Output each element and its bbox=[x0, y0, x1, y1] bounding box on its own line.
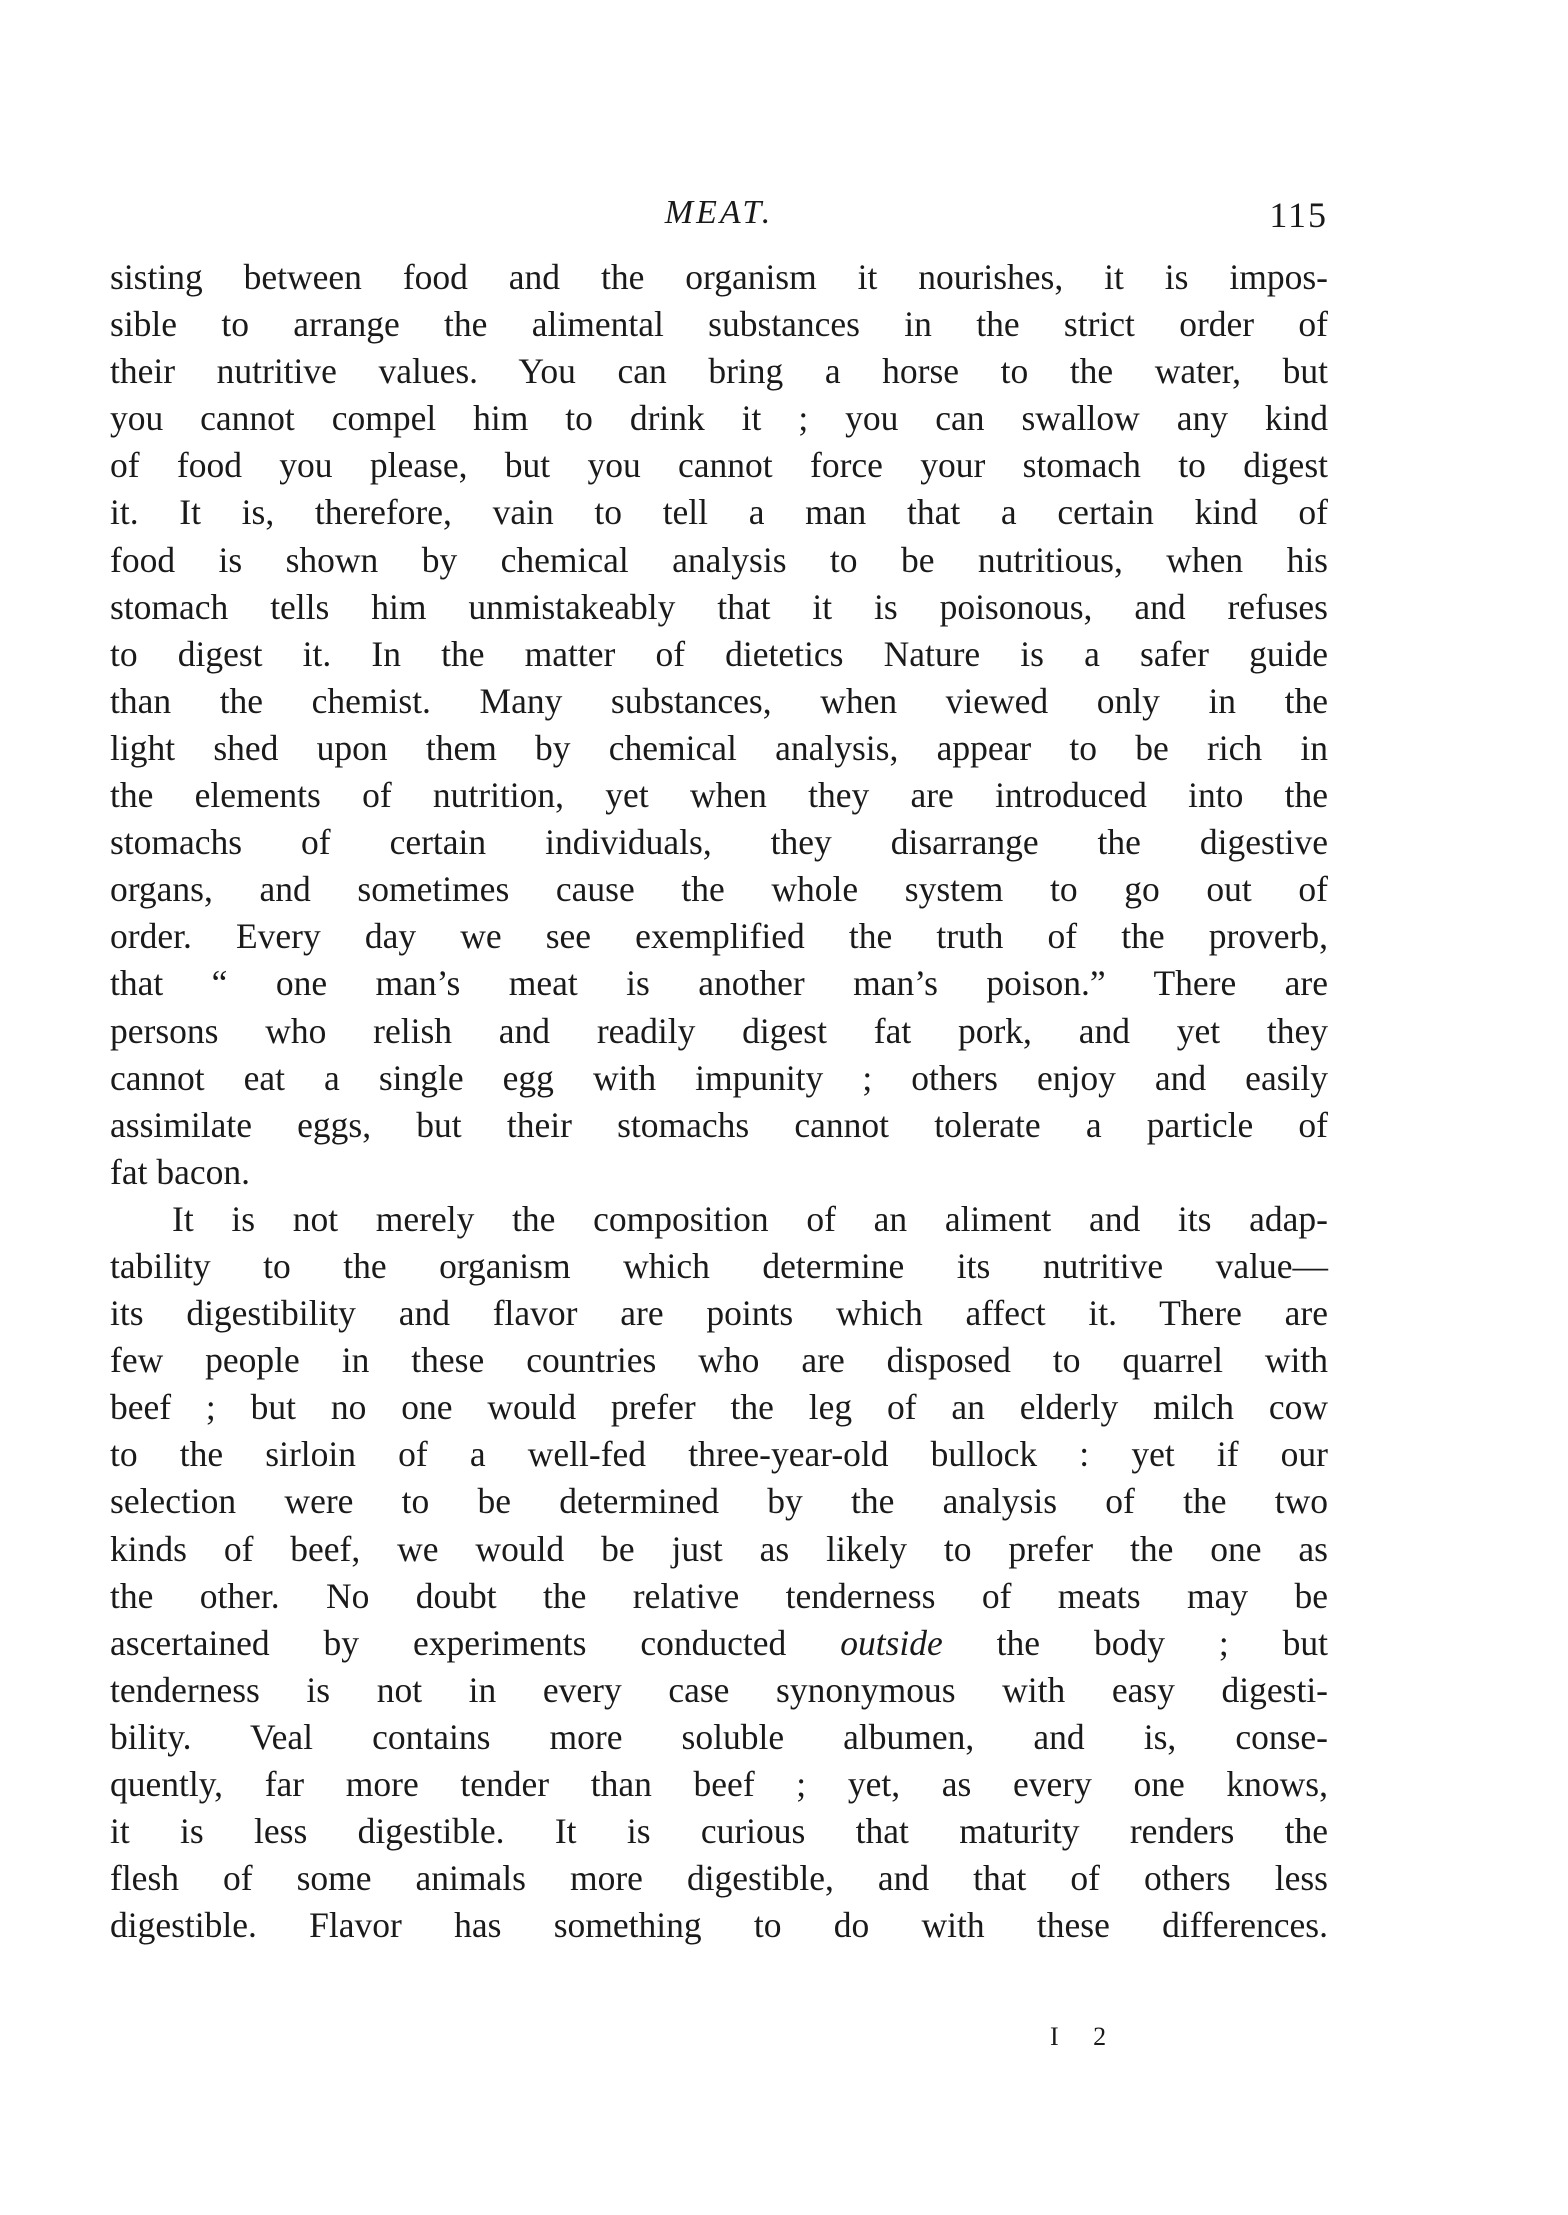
text-line: sisting between food and the organism it nourishes, it is impos- bbox=[110, 257, 1328, 297]
text-line: beef ; but no one would prefer the leg of an elderly milch cow bbox=[110, 1387, 1328, 1428]
signature-mark: I 2 bbox=[1050, 2022, 1121, 2051]
text-line: the elements of nutrition, yet when they are introduced into the bbox=[110, 775, 1328, 816]
text-line: it is less digestible. It is curious that maturity renders the bbox=[110, 1811, 1328, 1852]
text-line: bility. Veal contains more soluble albumen, and is, conse- bbox=[110, 1716, 1328, 1757]
page-number: 115 bbox=[1269, 195, 1328, 235]
text-line: assimilate eggs, but their stomachs cannot tolerate a particle of bbox=[110, 1104, 1328, 1145]
text-line: you cannot compel him to drink it ; you can swallow any kind bbox=[110, 398, 1328, 439]
text-line: to the sirloin of a well-fed three-year-old bullock : yet if our bbox=[110, 1434, 1328, 1475]
text-line: quently, far more tender than beef ; yet, as every one knows, bbox=[110, 1764, 1328, 1804]
text-line: It is not merely the composition of an aliment and its adap- bbox=[172, 1198, 1328, 1239]
text-line: the other. No doubt the relative tenderness of meats may be bbox=[110, 1575, 1328, 1616]
text-line: stomach tells him unmistakeably that it is poisonous, and refuses bbox=[110, 586, 1328, 627]
text-line: sible to arrange the alimental substances in the strict order of bbox=[110, 304, 1328, 345]
text-line: than the chemist. Many substances, when viewed only in the bbox=[110, 680, 1328, 721]
text-line: few people in these countries who are disposed to quarrel with bbox=[110, 1340, 1328, 1381]
text-line: cannot eat a single egg with impunity ; others enjoy and easily bbox=[110, 1057, 1328, 1098]
text-line: kinds of beef, we would be just as likely to prefer the one as bbox=[110, 1528, 1328, 1569]
text-span: the body ; but bbox=[942, 1622, 1328, 1663]
text-line: light shed upon them by chemical analysis, appear to be rich in bbox=[110, 727, 1328, 768]
page-header bbox=[110, 194, 1328, 244]
text-line: it. It is, therefore, vain to tell a man that a certain kind of bbox=[110, 492, 1328, 533]
body-text bbox=[110, 254, 1328, 1949]
text-line: tability to the organism which determine its nutritive value— bbox=[110, 1245, 1328, 1286]
text-line: stomachs of certain individuals, they disarrange the digestive bbox=[110, 822, 1328, 863]
text-line: persons who relish and readily digest fat pork, and yet they bbox=[110, 1010, 1328, 1051]
running-title: MEAT. bbox=[664, 194, 774, 231]
text-line: order. Every day we see exemplified the truth of the proverb, bbox=[110, 916, 1328, 957]
text-line: tenderness is not in every case synonymous with easy digesti- bbox=[110, 1669, 1328, 1710]
text-line: organs, and sometimes cause the whole system to go out of bbox=[110, 869, 1328, 910]
italic-word: outside bbox=[840, 1622, 943, 1663]
text-line: their nutritive values. You can bring a horse to the water, but bbox=[110, 351, 1328, 392]
paragraph bbox=[110, 254, 1328, 1196]
text-span: ascertained by experiments conducted bbox=[110, 1622, 841, 1663]
text-line: selection were to be determined by the analysis of the two bbox=[110, 1481, 1328, 1522]
text-line: food is shown by chemical analysis to be nutritious, when his bbox=[110, 539, 1328, 580]
text-line: flesh of some animals more digestible, and that of others less bbox=[110, 1858, 1328, 1899]
text-line: digestible. Flavor has something to do with these differences. bbox=[110, 1905, 1328, 1946]
text-line: to digest it. In the matter of dietetics Nature is a safer guide bbox=[110, 633, 1328, 674]
text-line: its digestibility and flavor are points which affect it. There are bbox=[110, 1293, 1328, 1334]
text-line: that “ one man’s meat is another man’s poison.” There are bbox=[110, 963, 1328, 1004]
text-line bbox=[110, 1620, 1328, 1667]
text-line: fat bacon. bbox=[110, 1151, 250, 1192]
text-line: of food you please, but you cannot force your stomach to digest bbox=[110, 445, 1328, 486]
paragraph bbox=[110, 1196, 1328, 1950]
